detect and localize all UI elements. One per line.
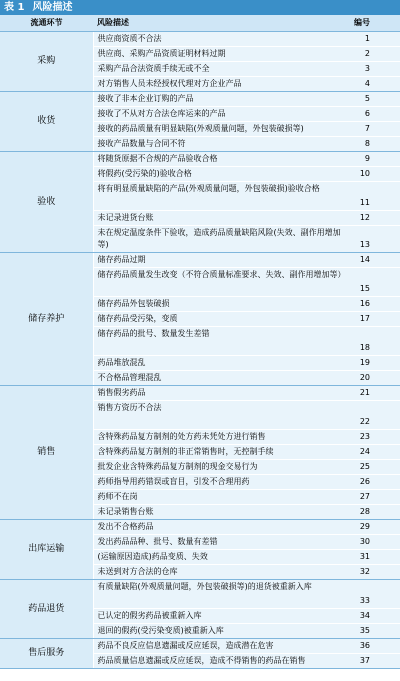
risk-description-cell: 药品不良反应信息遗漏或反应延误，造成潜在危害	[93, 638, 350, 653]
risk-description-cell: 退回的假药(受污染变质)被重新入库	[93, 623, 350, 638]
risk-number-cell: 2	[350, 46, 400, 61]
risk-number-cell: 15	[350, 267, 400, 296]
risk-number-cell: 37	[350, 653, 400, 668]
risk-number-cell: 21	[350, 385, 400, 400]
risk-number-cell: 20	[350, 370, 400, 385]
risk-description-cell: 将有明显质量缺陷的产品(外观质量问题，外包装破损)验收合格	[93, 181, 350, 210]
risk-description-cell: (运输原因造成)药品变质、失效	[93, 549, 350, 564]
stage-cell: 采购	[0, 31, 93, 91]
risk-description-cell: 含特殊药品复方制剂的非正常销售时，无控制手续	[93, 444, 350, 459]
risk-description-cell: 药品质量信息遗漏或反应延误，造成不得销售的药品在销售	[93, 653, 350, 668]
risk-number-cell: 19	[350, 355, 400, 370]
risk-number-cell: 11	[350, 181, 400, 210]
risk-description-cell: 采购产品合法资质手续无或不全	[93, 61, 350, 76]
risk-number-cell: 27	[350, 489, 400, 504]
table-row	[0, 252, 400, 267]
header-desc: 风险描述	[93, 15, 350, 31]
risk-number-cell: 24	[350, 444, 400, 459]
risk-description-cell: 储存药品受污染，变质	[93, 311, 350, 326]
stage-cell: 售后服务	[0, 638, 93, 668]
risk-number-cell: 35	[350, 623, 400, 638]
stage-cell: 储存养护	[0, 252, 93, 385]
risk-number-cell: 6	[350, 106, 400, 121]
stage-cell: 出库运输	[0, 519, 93, 579]
risk-number-cell: 28	[350, 504, 400, 519]
risk-description-cell: 储存药品外包装破损	[93, 296, 350, 311]
risk-number-cell: 13	[350, 225, 400, 252]
risk-description-cell: 未记录销售台账	[93, 504, 350, 519]
risk-description-cell: 发出药品品种、批号、数量有差错	[93, 534, 350, 549]
table-row	[0, 31, 400, 46]
risk-number-cell: 26	[350, 474, 400, 489]
risk-description-cell: 供应商资质不合法	[93, 31, 350, 46]
table-row	[0, 385, 400, 400]
risk-description-cell: 药品堆放混乱	[93, 355, 350, 370]
risk-description-cell: 接收产品数量与合同不符	[93, 136, 350, 151]
stage-cell: 药品退货	[0, 579, 93, 638]
risk-description-cell: 批发企业含特殊药品复方制剂的现金交易行为	[93, 459, 350, 474]
risk-number-cell: 17	[350, 311, 400, 326]
table-row	[0, 579, 400, 608]
table-row	[0, 638, 400, 653]
risk-number-cell: 5	[350, 91, 400, 106]
risk-number-cell: 12	[350, 210, 400, 225]
risk-number-cell: 7	[350, 121, 400, 136]
table-title-bar	[0, 0, 400, 15]
risk-description-cell: 未在规定温度条件下验收，造成药品质量缺陷风险(失效、副作用增加等)	[93, 225, 350, 252]
risk-description-cell: 销售假劣药品	[93, 385, 350, 400]
risk-number-cell: 29	[350, 519, 400, 534]
table-row	[0, 91, 400, 106]
risk-description-cell: 接收了不从对方合法仓库运来的产品	[93, 106, 350, 121]
risk-description-cell: 储存药品的批号、数量发生差错	[93, 326, 350, 355]
risk-number-cell: 9	[350, 151, 400, 166]
risk-number-cell: 30	[350, 534, 400, 549]
risk-description-cell: 未送到对方合法的仓库	[93, 564, 350, 579]
risk-number-cell: 18	[350, 326, 400, 355]
header-stage: 流通环节	[0, 15, 93, 31]
risk-description-cell: 接收了非本企业订购的产品	[93, 91, 350, 106]
table-title: 风险描述	[32, 2, 73, 13]
risk-description-cell: 将随货原据不合规的产品验收合格	[93, 151, 350, 166]
risk-number-cell: 10	[350, 166, 400, 181]
risk-description-cell: 储存药品过期	[93, 252, 350, 267]
risk-number-cell: 34	[350, 608, 400, 623]
risk-number-cell: 23	[350, 429, 400, 444]
risk-number-cell: 1	[350, 31, 400, 46]
risk-number-cell: 31	[350, 549, 400, 564]
risk-description-cell: 将假药(受污染的)验收合格	[93, 166, 350, 181]
risk-description-cell: 药师指导用药错误或盲目，引发不合理用药	[93, 474, 350, 489]
risk-table	[0, 15, 400, 669]
stage-cell: 收货	[0, 91, 93, 151]
risk-description-cell: 接收的药品质量有明显缺陷(外观质量问题，外包装破损等)	[93, 121, 350, 136]
table-row	[0, 151, 400, 166]
risk-description-cell: 发出不合格药品	[93, 519, 350, 534]
risk-description-cell: 药师不在岗	[93, 489, 350, 504]
risk-number-cell: 14	[350, 252, 400, 267]
risk-description-cell: 对方销售人员未经授权代理对方企业产品	[93, 76, 350, 91]
risk-number-cell: 22	[350, 400, 400, 429]
risk-description-cell: 不合格品管理混乱	[93, 370, 350, 385]
risk-number-cell: 3	[350, 61, 400, 76]
risk-description-cell: 未记录进货台账	[93, 210, 350, 225]
table-label: 表 1	[4, 2, 25, 13]
risk-description-cell: 储存药品质量发生改变（不符合质量标准要求、失效、副作用增加等）	[93, 267, 350, 296]
header-num: 编号	[350, 15, 400, 31]
risk-number-cell: 4	[350, 76, 400, 91]
risk-number-cell: 16	[350, 296, 400, 311]
risk-description-cell: 供应商、采购产品资质证明材料过期	[93, 46, 350, 61]
table-body	[0, 31, 400, 668]
risk-number-cell: 32	[350, 564, 400, 579]
risk-number-cell: 25	[350, 459, 400, 474]
header-row	[0, 15, 400, 31]
risk-description-cell: 含特殊药品复方制剂的处方药未凭处方进行销售	[93, 429, 350, 444]
stage-cell: 验收	[0, 151, 93, 252]
risk-number-cell: 36	[350, 638, 400, 653]
risk-description-cell: 已认定的假劣药品被重新入库	[93, 608, 350, 623]
table-row	[0, 519, 400, 534]
risk-description-cell: 有质量缺陷(外观质量问题，外包装破损等)的退货被重新入库	[93, 579, 350, 608]
risk-description-cell: 销售方资历不合法	[93, 400, 350, 429]
risk-number-cell: 8	[350, 136, 400, 151]
risk-number-cell: 33	[350, 579, 400, 608]
stage-cell: 销售	[0, 385, 93, 519]
